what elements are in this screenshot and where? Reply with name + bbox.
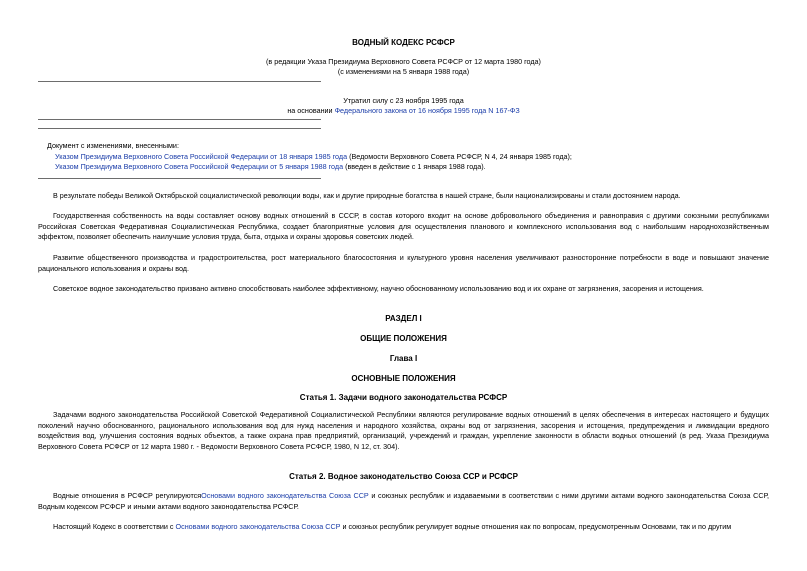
federal-law-link[interactable]: Федерального закона от 16 ноября 1995 года N 167-ФЗ	[334, 106, 520, 115]
preamble-paragraph-1: В результате победы Великой Октябрьской социалистической революции воды, как и другие природные богатства в нашей стране, были национализированы и стали достоянием народа.	[53, 191, 681, 200]
section-title: ОБЩИЕ ПОЛОЖЕНИЯ	[360, 334, 447, 343]
fundamentals-link-2[interactable]: Основами водного законодательства Союза ССР	[175, 522, 341, 531]
article-2-title: Статья 2. Водное законодательство Союза ССР и РСФСР	[289, 472, 518, 481]
chapter-label: Глава I	[389, 354, 418, 363]
article-2-p1-start: Водные отношения в РСФСР регулируются	[53, 491, 202, 500]
article-2-p1-end: и союзных республик и издаваемыми в соответствии с ними другими актами водного законодательства Союза ССР, Водным кодексом РСФСР и иными актами водного законодательства РСФСР.	[38, 491, 769, 511]
amendment-1-link[interactable]: Указом Президиума Верховного Совета Российской Федерации от 18 января 1985 года	[55, 152, 348, 161]
amendment-1	[55, 152, 795, 162]
lost-force-note: Утратил силу с 23 ноября 1995 года	[343, 96, 464, 105]
preamble-paragraph-4: Советское водное законодательство призвано активно способствовать наиболее эффективному, научно обоснованному использованию вод и их охране от загрязнения, засорения и истощения.	[53, 284, 704, 293]
amendment-2-link[interactable]: Указом Президиума Верховного Совета Российской Федерации от 5 января 1988 года	[55, 162, 344, 171]
basis-line	[0, 106, 807, 116]
article-1-text: Задачами водного законодательства Российской Советской Федеративной Социалистической Республики являются регулирование водных отношений в целях обеспечения в интересах настоящего и будущих поколений научно обоснованного, рационального использования вод для нужд населения и народного хозяйства, охраны вод от загрязнения, засорения и истощения, предупреждения и ликвидации вредного воздействия вод, улучшения состояния водных объектов, а также охрана прав предприятий, организаций, учреждений и граждан, укрепление законности в области водных отношений (в ред. Указа Президиума Верховного Совета РСФСР от 12 марта 1980 г. - Ведомости Верховного Совета РСФСР, 1980, N 12, ст. 304).	[38, 410, 769, 451]
divider-1	[38, 81, 321, 82]
divider-4	[38, 178, 321, 179]
basis-prefix: на основании	[287, 106, 335, 115]
preamble-paragraph-2: Государственная собственность на воды составляет основу водных отношений в СССР, в состав которого входит на основе добровольного объединения и равноправия с другими союзными республиками Российская Советская Федеративная Социалистическая Республика, создает благоприятные условия для осуществления планового и комплексного использования вод с наибольшим народнохозяйственным эффектом, позволяет обеспечить наилучшие условия труда, быта, отдыха и охраны здоровья советских людей.	[38, 211, 769, 241]
edition-note: (в редакции Указа Президиума Верховного Совета РСФСР от 12 марта 1980 года)	[266, 57, 541, 66]
article-2-p2-end: и союзных республик регулирует водные отношения как по вопросам, предусмотренным Основами, так и по другим	[340, 522, 732, 531]
preamble-paragraph-3: Развитие общественного производства и градостроительства, рост материального благосостояния и культурного уровня населения увеличивают разносторонние потребности в воде и повышают значение рационального использования и охраны вод.	[38, 253, 769, 273]
article-2-paragraph-2	[38, 522, 769, 533]
amendment-2	[55, 162, 795, 172]
amendment-1-rest: (Ведомости Верховного Совета РСФСР, N 4, 24 января 1985 года);	[347, 152, 572, 161]
article-1-title: Статья 1. Задачи водного законодательства РСФСР	[299, 393, 508, 402]
article-2-p2-start: Настоящий Кодекс в соответствии с	[53, 522, 176, 531]
changes-note: (с изменениями на 5 января 1988 года)	[337, 67, 470, 76]
article-2-paragraph-1	[38, 491, 769, 512]
divider-2	[38, 119, 321, 120]
document-title: ВОДНЫЙ КОДЕКС РСФСР	[352, 38, 455, 47]
section-label: РАЗДЕЛ I	[385, 314, 422, 323]
divider-3	[38, 128, 321, 129]
amended-heading: Документ с изменениями, внесенными:	[47, 141, 179, 150]
fundamentals-link-1[interactable]: Основами водного законодательства Союза ССР	[201, 491, 369, 500]
amendment-2-rest: (введен в действие с 1 января 1988 года).	[343, 162, 486, 171]
chapter-title: ОСНОВНЫЕ ПОЛОЖЕНИЯ	[351, 374, 456, 383]
